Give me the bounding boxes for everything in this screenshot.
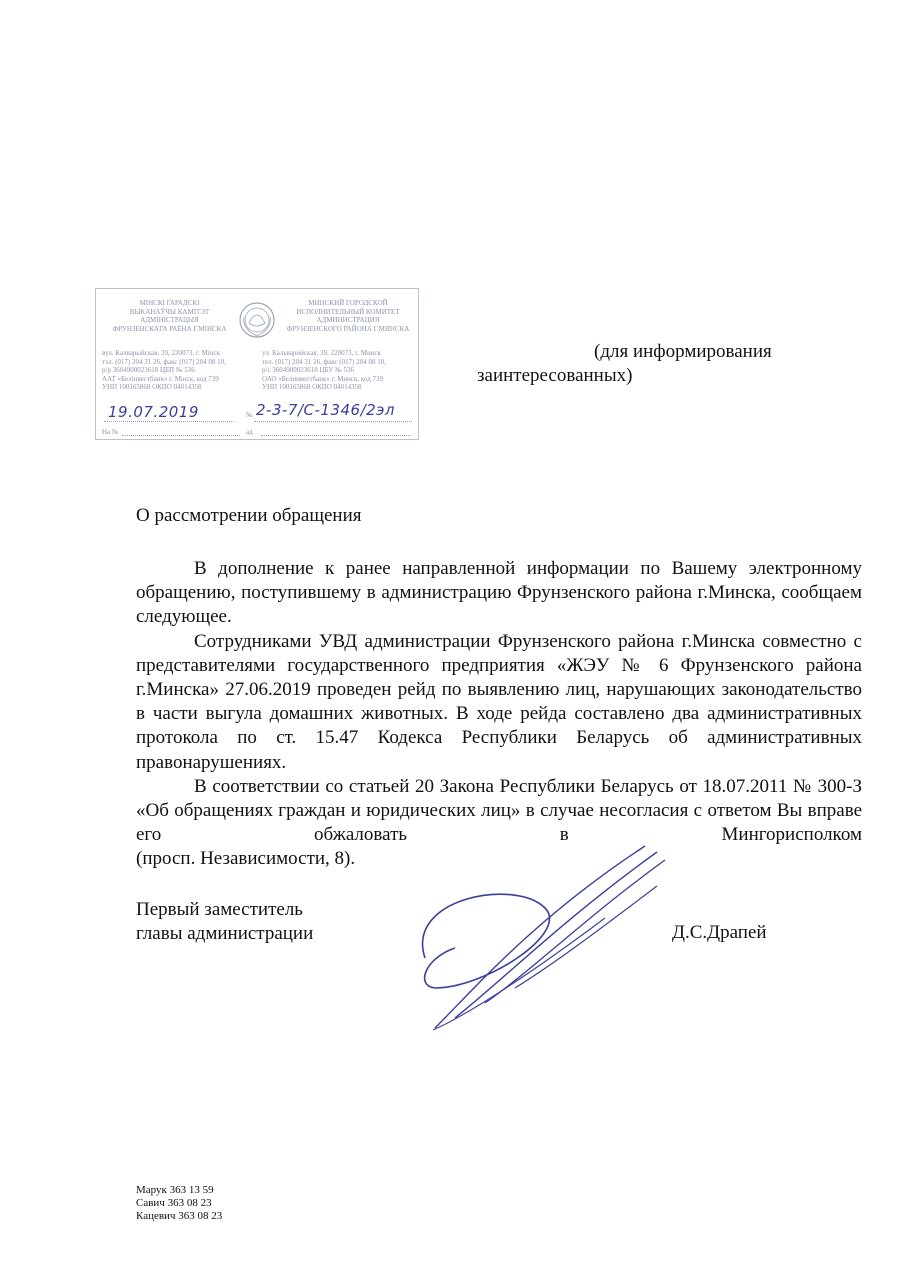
signatory-name: Д.С.Драпей: [672, 922, 767, 943]
addressee-line-1: (для информирования: [594, 341, 772, 362]
stamp-ot-label: ад: [246, 428, 253, 436]
letter-subject: О рассмотрении обращения: [136, 505, 362, 526]
stamp-right-line: ФРУНЗЕНСКОГО РАЙОНА Г.МИНСКА: [286, 324, 410, 333]
stamp-requisite: р/с 3604900023618 ЦБУ № 536: [262, 366, 355, 374]
contact-line: Марук 363 13 59: [136, 1184, 214, 1196]
stamp-left-line: АДМІНІСТРАЦЫЯ: [140, 316, 199, 324]
paragraph-3: В соответствии со статьей 20 Закона Республики Беларусь от 18.07.2011 № 300-З «Об обращениях граждан и юридических лиц» в случае несогласия с ответом Вы вправе его обжаловать в Мингорисполком: [136, 775, 862, 846]
stamp-requisite: ОАО «Белинвестбанк» г. Минск, код 739: [262, 374, 384, 383]
stamp-right-line: АДМИНИСТРАЦИЯ: [316, 316, 380, 324]
stamp-org-russian: [282, 299, 414, 333]
stamp-ref-line: [122, 435, 240, 436]
stamp-right-line: ИСПОЛНИТЕЛЬНЫЙ КОМИТЕТ: [296, 307, 400, 316]
signatory-title-line-1: Первый заместитель: [136, 899, 303, 920]
stamp-requisite: р/р 3604900023618 ЦБП № 536: [102, 366, 195, 374]
stamp-handwritten-date: 19.07.2019: [108, 403, 199, 421]
stamp-number-line: [254, 421, 412, 422]
stamp-requisites-right: [262, 349, 386, 392]
stamp-handwritten-number: 2-3-7/С-1346/2эл: [256, 401, 395, 419]
signatory-title: [136, 898, 313, 946]
stamp-org-belarusian: [102, 299, 237, 333]
contact-line: Кацевич 363 08 23: [136, 1210, 223, 1222]
contact-line: Савич 363 08 23: [136, 1197, 212, 1209]
signatory-title-line-2: главы администрации: [136, 923, 314, 944]
stamp-requisite: ул. Кальварийская, 39, 220073, г. Минск: [262, 349, 381, 357]
registration-stamp: [95, 288, 419, 440]
stamp-ot-line: [261, 435, 411, 436]
coat-of-arms-emblem: [236, 299, 278, 341]
addressee-line-2: заинтересованных): [477, 365, 633, 386]
stamp-left-line: ВЫКАНАЎЧЫ КАМІТЭТ: [129, 307, 210, 316]
stamp-requisite: вул. Калварыйская, 39, 220073, г. Мінск: [102, 349, 220, 357]
stamp-requisite: УНП 100165868 ОКПО 04014358: [102, 383, 202, 391]
stamp-requisite: ААТ «Белінвестбанк» г. Мінск, код 739: [102, 374, 219, 383]
stamp-number-label: №: [246, 411, 253, 419]
addressee-block: [477, 340, 837, 388]
stamp-requisites-left: [102, 349, 226, 392]
paragraph-1: В дополнение к ранее направленной информации по Вашему электронному обращению, поступившему в администрацию Фрунзенского района г.Минска, сообщаем следующее.: [136, 558, 862, 628]
stamp-requisite: тел. (017) 204 31 26, факс (017) 204 08 10,: [262, 357, 386, 366]
stamp-date-line: [104, 421, 234, 422]
paragraph-2: Сотрудниками УВД администрации Фрунзенского района г.Минска совместно с представителями государственного предприятия «ЖЭУ № 6 Фрунзенского района г.Минска» 27.06.2019 проведен рейд по выявлению лиц, нарушающих законодательство в части выгула домашних животных. В ходе рейда составлено два административных протокола по ст. 15.47 Кодекса Республики Беларусь об административных правонарушениях.: [136, 630, 862, 773]
stamp-no-label: На №: [102, 428, 119, 436]
handwritten-signature: [395, 838, 675, 1038]
stamp-left-line: МІНСКІ ГАРАДСКІ: [139, 299, 200, 307]
letter-body: [136, 557, 862, 872]
stamp-requisite: УНП 100165868 ОКПО 04014358: [262, 383, 362, 391]
stamp-right-line: МИНСКИЙ ГОРОДСКОЙ: [308, 299, 388, 307]
paragraph-3-tail: (просп. Независимости, 8).: [136, 848, 356, 870]
stamp-left-line: ФРУНЗЕНСКАГА РАЁНА Г.МІНСКА: [112, 324, 227, 333]
stamp-requisite: тэл. (017) 204 31 26, факс (017) 204 08 10,: [102, 357, 226, 366]
contacts-block: [136, 1184, 222, 1223]
